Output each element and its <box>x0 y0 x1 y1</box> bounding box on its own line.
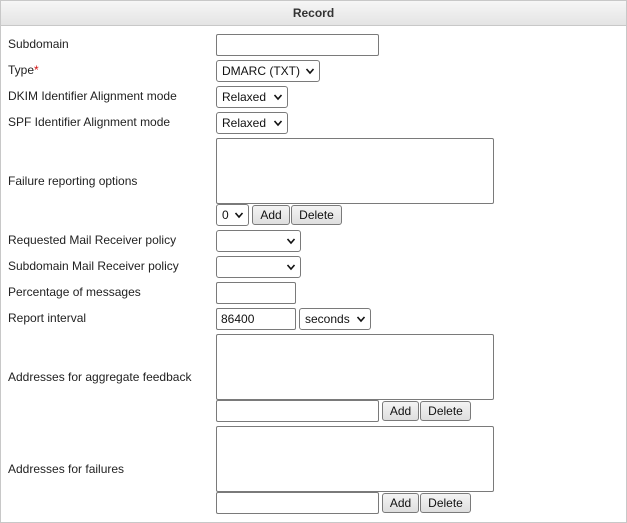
report-interval-input[interactable] <box>216 308 296 330</box>
failures-delete-button[interactable]: Delete <box>420 493 471 513</box>
failures-add-button[interactable]: Add <box>382 493 419 513</box>
failures-addresses-input[interactable] <box>216 492 379 514</box>
aggregate-feedback-input[interactable] <box>216 400 379 422</box>
chevron-down-icon <box>356 313 366 325</box>
report-interval-label: Report interval <box>8 311 87 325</box>
chevron-down-icon <box>286 261 296 273</box>
report-interval-unit-value: seconds <box>305 312 350 326</box>
type-select-value: DMARC (TXT) <box>222 64 300 78</box>
dkim-alignment-label: DKIM Identifier Alignment mode <box>8 89 177 103</box>
report-interval-unit-select[interactable] <box>299 308 371 330</box>
dkim-alignment-select[interactable] <box>216 86 288 108</box>
failure-reporting-list[interactable] <box>216 138 494 204</box>
aggregate-feedback-label: Addresses for aggregate feedback <box>8 370 192 384</box>
failure-delete-button[interactable]: Delete <box>291 205 342 225</box>
chevron-down-icon <box>273 91 283 103</box>
failures-addresses-list[interactable] <box>216 426 494 492</box>
subdomain-label: Subdomain <box>8 37 69 51</box>
type-select[interactable] <box>216 60 320 82</box>
spf-alignment-label: SPF Identifier Alignment mode <box>8 115 171 129</box>
failure-option-select[interactable] <box>216 204 249 226</box>
subdomain-input[interactable] <box>216 34 379 56</box>
percentage-label: Percentage of messages <box>8 285 141 299</box>
subdomain-policy-label: Subdomain Mail Receiver policy <box>8 259 179 273</box>
type-label: Type* <box>8 63 39 77</box>
required-marker: * <box>34 63 39 77</box>
failures-addresses-label: Addresses for failures <box>8 462 125 476</box>
aggregate-feedback-list[interactable] <box>216 334 494 400</box>
panel-title: Record <box>1 1 626 26</box>
percentage-input[interactable] <box>216 282 296 304</box>
chevron-down-icon <box>305 65 315 77</box>
failure-option-value: 0 <box>222 208 229 222</box>
chevron-down-icon <box>234 209 244 221</box>
chevron-down-icon <box>286 235 296 247</box>
spf-alignment-value: Relaxed <box>222 116 267 130</box>
subdomain-policy-select[interactable] <box>216 256 301 278</box>
failure-add-button[interactable]: Add <box>252 205 290 225</box>
aggregate-delete-button[interactable]: Delete <box>420 401 471 421</box>
failure-reporting-label: Failure reporting options <box>8 174 138 188</box>
chevron-down-icon <box>273 117 283 129</box>
requested-policy-label: Requested Mail Receiver policy <box>8 233 177 247</box>
aggregate-add-button[interactable]: Add <box>382 401 419 421</box>
spf-alignment-select[interactable] <box>216 112 288 134</box>
requested-policy-select[interactable] <box>216 230 301 252</box>
dkim-alignment-value: Relaxed <box>222 90 267 104</box>
